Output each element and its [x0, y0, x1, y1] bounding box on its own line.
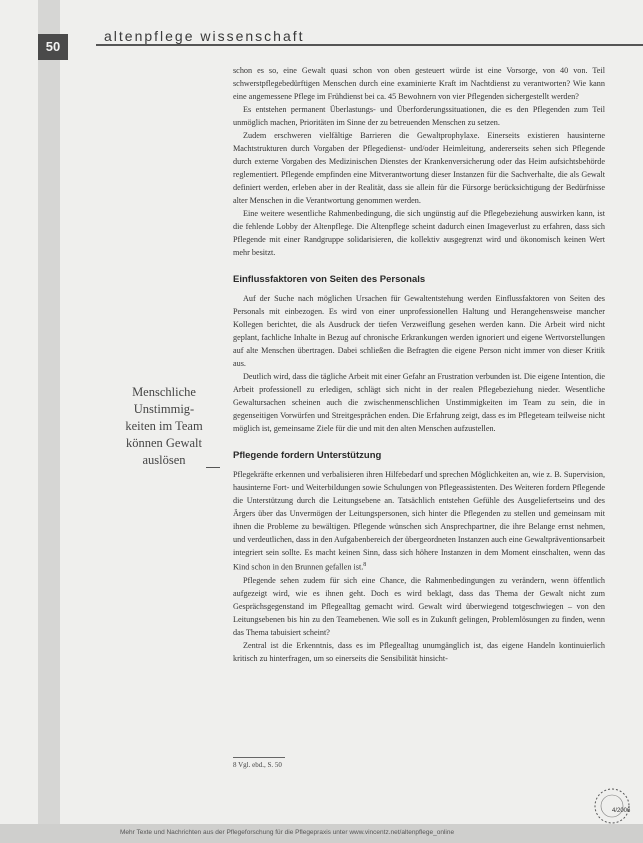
section-heading-personal: Einflussfaktoren von Seiten des Personals — [233, 274, 426, 285]
pull-quote-rule — [206, 467, 220, 468]
footer-text: Mehr Texte und Nachrichten aus der Pflegeforschung für die Pflegepraxis unter www.vincentz.net/altenpflege_online — [120, 829, 455, 836]
section-heading-support: Pflegende fordern Unterstützung — [233, 450, 382, 461]
footnote: 8 Vgl. ebd., S. 50 — [233, 761, 282, 769]
running-head: altenpflege wissenschaft — [104, 28, 305, 44]
page-number: 50 — [38, 34, 68, 60]
margin-pull-quote — [108, 384, 220, 469]
section-intro — [233, 64, 605, 259]
sidebar-band — [38, 0, 60, 843]
pull-quote-line: keiten im Team — [125, 419, 203, 433]
paragraph: Eine weitere wesentliche Rahmenbedingung, die sich ungünstig auf die Pflegebeziehung auswirken kann, ist die fehlende Lobby der Altenpflege. Die Altenpflege scheint dadurch einen Imageverlust zu erfahren, dass sich Pflegende mit einer Randgruppe solidarisieren, die kollektiv ausgegrenzt wird und ökonomisch keinen Wert mehr besitzt. — [233, 209, 605, 257]
issue-label: 4/2006 — [612, 808, 631, 814]
header-rule — [96, 44, 643, 46]
paragraph: Es entstehen permanent Überlastungs- und Überforderungssituationen, die es den Pflegenden zum Teil unmöglich machen, Prioritäten im Sinne der zu betreuenden Menschen zu setzen. — [233, 105, 605, 127]
journal-seal-icon — [592, 786, 632, 826]
paragraph: Zudem erschweren vielfältige Barrieren die Gewaltprophylaxe. Einerseits existieren hausinterne Machtstrukturen durch Vorgaben der Pflegedienst- und/oder Heimleitung, andererseits sehen sich Pflegende durch externe Vorgaben des Medizinischen Dienstes der Krankenversicherung oder das Heim aufsichtsbehörde reglementiert. Pflegende empfinden eine Mitverantwortung dieser Instanzen für die Sachverhalte, die als Gewalt definiert werden, erleben aber in der Realität, dass sie allein für die Fürsorge berücksichtigung der Bedürfnisse alter Menschen in die Verantwortung genommen werden. — [233, 131, 605, 205]
paragraph — [233, 468, 605, 574]
pull-quote-line: Menschliche — [132, 385, 196, 399]
paragraph: Pflegende sehen zudem für sich eine Chance, die Rahmenbedingungen zu verändern, wenn öffentlich aufgezeigt wird, wie es ihnen geht. Doch es wird beklagt, dass das Thema der Gewalt nicht zum Gesprächsgegenstand im Pflegealltag gemacht wird. Gewalt wird überwiegend totgeschwiegen – von den Leitungsebenen bis hin zu den Teamebenen. Wie soll es in Zukunft gelingen, Problemlösungen zu finden, wenn das Thema tabuisiert scheint? — [233, 575, 605, 637]
paragraph: Auf der Suche nach möglichen Ursachen für Gewaltentstehung werden Einflussfaktoren von Seiten des Personals mit einbezogen. Es wird von einer unprofessionellen Haltung und Herangehensweise mancher Kollegen berichtet, die als Ausdruck der tiefen Verzweiflung gesehen werden kann. Die Arbeit wird nicht geplant, fachliche Inhalte in Bezug auf chronische Erkrankungen werden ignoriert und eigene Wertvorstellungen auf alte Menschen übertragen. Dabei schließen die Befragten die eigene Person nicht immer von dieser Kritik aus. — [233, 294, 605, 368]
paragraph: Deutlich wird, dass die tägliche Arbeit mit einer Gefahr an Frustration verbunden ist. Die eigene Intention, die Arbeit professionell zu erledigen, schlägt sich nicht in der realen Pflegebeziehung nieder. Wesentliche Gewaltursachen scheinen auch die zwischenmenschlichen Unstimmigkeiten im Team zu sein, die in gegenseitigen Vorwürfen und Streitgesprächen enden. Die Erfahrung zeigt, dass es im Pflegeteam teilweise nicht möglich ist, gemeinsame Ziele für die und mit den alten Menschen aufzustellen. — [233, 372, 605, 433]
paragraph: schon es so, eine Gewalt quasi schon von oben gesteuert würde ist eine Vorsorge, von 40 von. Teil schwerstpflegebedürftigen Menschen durch eine examinierte Kraft im Nachtdienst zu verantworten? Wie kann eine angemessene Pflege im Frühdienst bei ca. 45 Bewohnern von vier Pflegenden sichergestellt werden? — [233, 66, 605, 101]
section-support — [233, 468, 605, 665]
pull-quote-line: Unstimmig- — [133, 402, 195, 416]
footnote-rule — [233, 757, 285, 758]
pull-quote-line: können Gewalt — [125, 436, 203, 450]
pull-quote-line: auslösen — [142, 453, 186, 467]
footnote-reference: 8 — [363, 562, 367, 568]
paragraph: Zentral ist die Erkenntnis, dass es im Pflegealltag unumgänglich ist, das eigene Handeln kontinuierlich kritisch zu hinterfragen, um so einerseits die Sensibilität hinsicht- — [233, 640, 605, 663]
body-text — [233, 64, 605, 665]
paragraph-text: Pflegekräfte erkennen und verbalisieren ihren Hilfebedarf und sprechen Möglichkeiten an, wie z. B. Supervision, hausinterne Fort- und Weiterbildungen sowie Schulungen von Pflegeassistenten. Des Weiteren fordern Pflegende die Unterstützung durch die Leitungsebene an. Tatsächlich entstehen Gefühle des Ausgeliefertseins und des Ärgers über das Unvermögen der Leitungspersonen, sich hinter die Pflegenden zu stellen und gemeinsam mit ihnen die Probleme zu bewältigen. Pflegende wünschen sich Ansprechpartner, die ihre Belange ernst nehmen, und verdeutlichen, dass in den Aufgabenbereich der übergeordneten Instanzen auch eine Gewaltpräventionsarbeit integriert sein sollte. Es macht keinen Sinn, dass sich höhere Instanzen in dem Moment einschalten, wenn das Kind schon in den Brunnen gefallen ist. — [233, 470, 605, 572]
section-personal — [233, 292, 605, 435]
